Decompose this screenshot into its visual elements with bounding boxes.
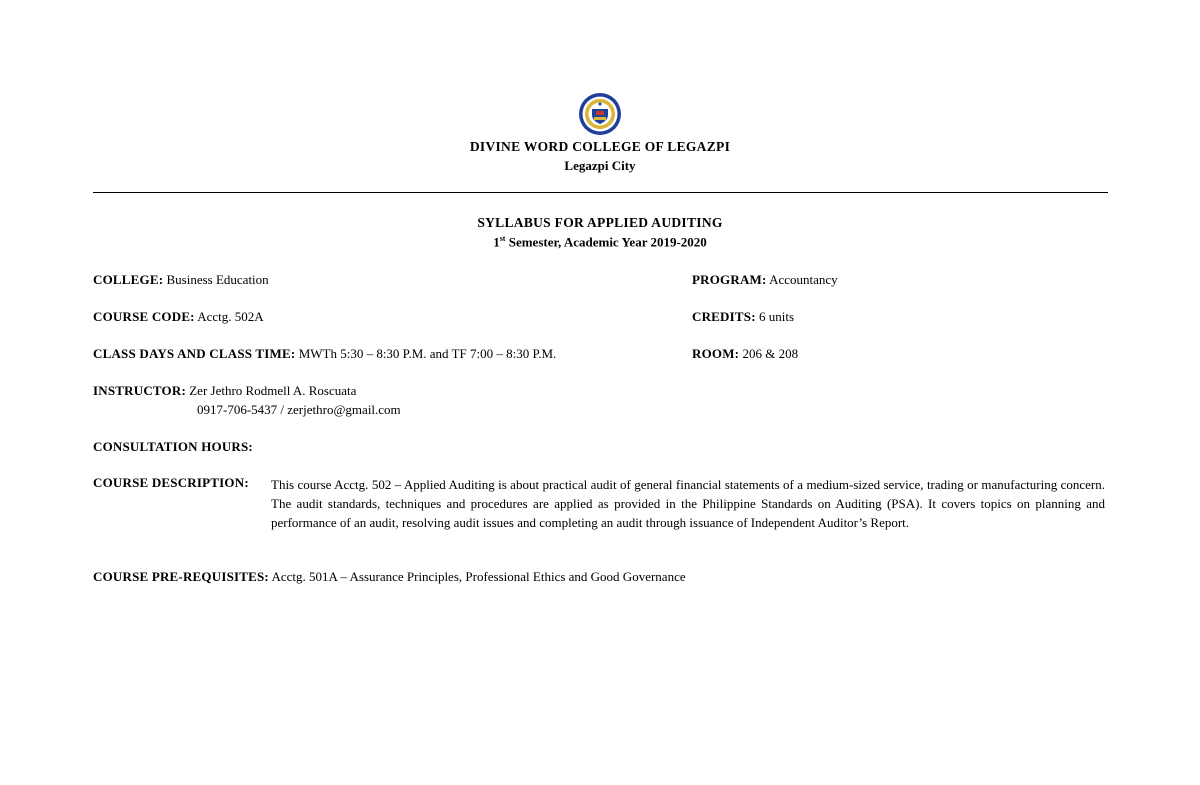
class-days-label: CLASS DAYS AND CLASS TIME: [93, 346, 296, 361]
syllabus-title: SYLLABUS FOR APPLIED AUDITING [477, 215, 723, 230]
college-name: DIVINE WORD COLLEGE OF LEGAZPI [469, 139, 731, 154]
instructor-contact: 0917-706-5437 / zerjethro@gmail.com [197, 402, 401, 417]
room-label: ROOM: [692, 346, 740, 361]
college-city: Legazpi City [564, 158, 636, 173]
credits-value: 6 units [755, 309, 795, 324]
college-label: COLLEGE: [93, 272, 164, 287]
instructor-label: INSTRUCTOR: [93, 383, 186, 398]
program-value: Accountancy [766, 272, 838, 287]
syllabus-semester [0, 234, 1200, 250]
college-seal-icon [578, 92, 622, 136]
course-code-field [93, 309, 264, 325]
header-divider [93, 192, 1108, 193]
semester-year: Semester, Academic Year 2019-2020 [505, 234, 707, 250]
college-value: Business Education [163, 272, 269, 287]
prerequisites-field [93, 569, 686, 585]
prerequisites-value: Acctg. 501A – Assurance Principles, Professional Ethics and Good Governance [268, 569, 686, 584]
consultation-field [93, 439, 253, 455]
course-code-label: COURSE CODE: [93, 309, 195, 324]
consultation-label: CONSULTATION HOURS: [93, 439, 253, 454]
instructor-field [93, 383, 356, 399]
credits-label: CREDITS: [692, 309, 756, 324]
course-code-value: Acctg. 502A [194, 309, 264, 324]
college-field [93, 272, 269, 288]
room-value: 206 & 208 [739, 346, 799, 361]
class-days-value: MWTh 5:30 – 8:30 P.M. and TF 7:00 – 8:30 P.M. [295, 346, 557, 361]
description-text: This course Acctg. 502 – Applied Auditing is about practical audit of general financial statements of a medium-sized service, trading or manufacturing concern. The audit standards, techniques and procedures are applied as provided in the Philippine Standards on Auditing (PSA). It covers topics on planning and performance of an audit, resolving audit issues and completing an audit through issuance of Independent Auditor’s Report. [271, 477, 1105, 530]
room-field [692, 346, 798, 362]
class-days-field [93, 346, 556, 362]
prerequisites-label: COURSE PRE-REQUISITES: [93, 569, 269, 584]
semester-ordinal-suffix: st [499, 234, 506, 243]
credits-field [692, 309, 794, 325]
description-label: COURSE DESCRIPTION: [93, 475, 249, 490]
program-field [692, 272, 838, 288]
semester-ordinal: 1 [493, 234, 500, 250]
program-label: PROGRAM: [692, 272, 767, 287]
instructor-value: Zer Jethro Rodmell A. Roscuata [185, 383, 357, 398]
